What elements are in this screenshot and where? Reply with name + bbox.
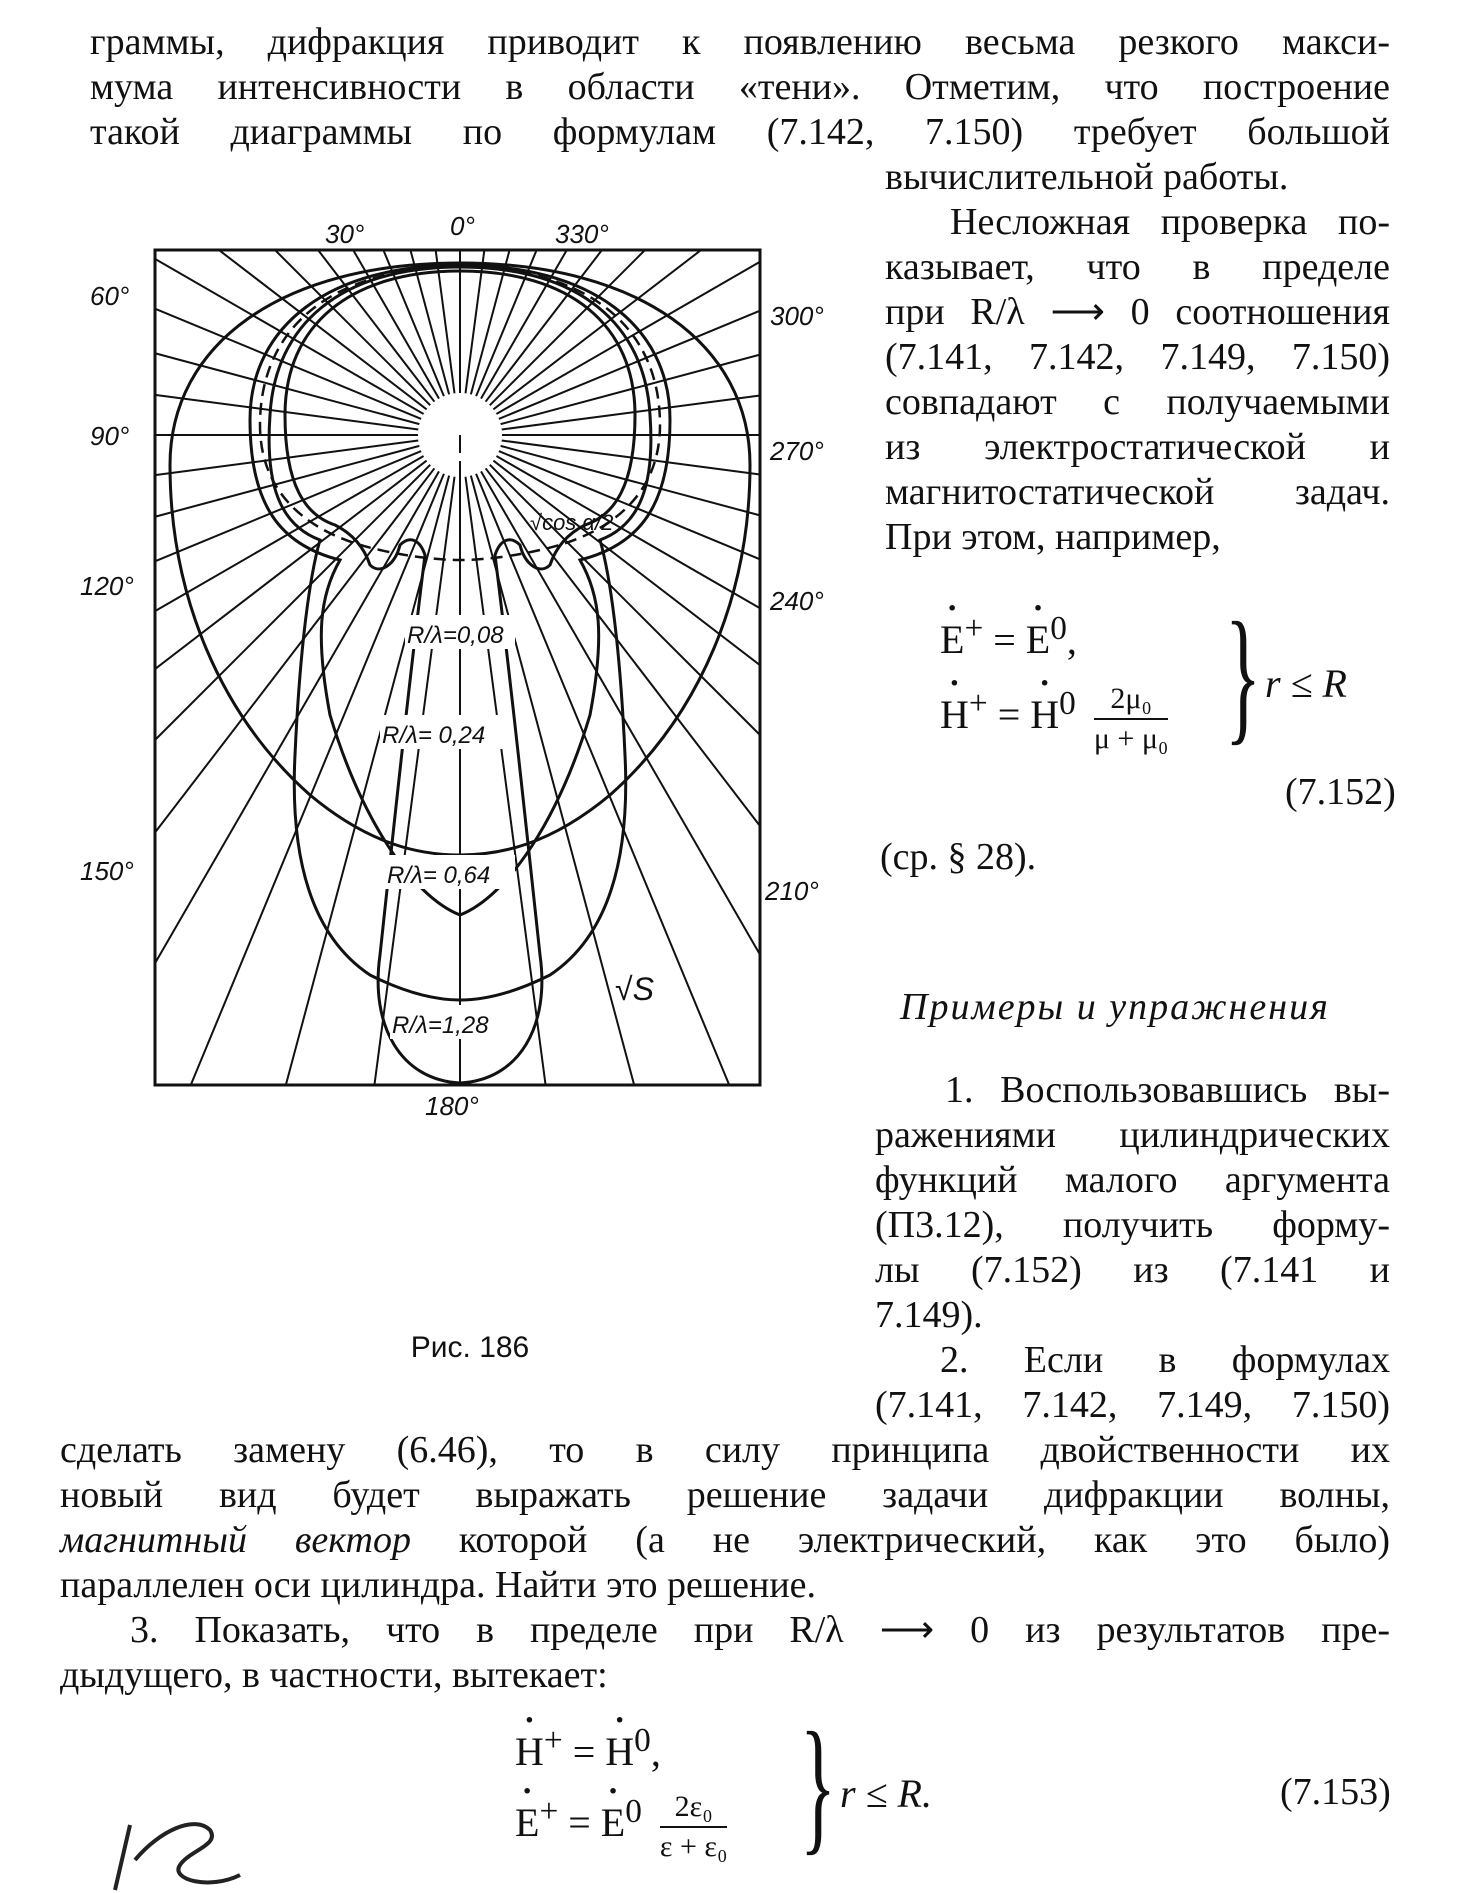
angle-label: 120° xyxy=(80,571,134,601)
equation-line: · E+ = · $E^0$ $\frac{\text{2ε₀}}{\text{ε + ε₀}}$ xyxy=(515,1788,727,1866)
sqrt-s-label: √S xyxy=(615,971,654,1007)
text-line: 7.149). xyxy=(875,1294,983,1336)
text-line: магнитный вектор которой (а не электрический, как это было) xyxy=(60,1519,1390,1561)
text-line: такой диаграммы по формулам (7.142, 7.150) требует большой xyxy=(90,111,1390,153)
angle-label: 0° xyxy=(450,211,475,241)
angle-label: 150° xyxy=(80,856,134,886)
text-line: параллелен оси цилиндра. Найти это решение. xyxy=(60,1564,817,1606)
text-line: мума интенсивности в области «тени». Отметим, что построение xyxy=(90,66,1390,108)
condition: r ≤ R. xyxy=(840,1771,932,1816)
text-line: новый вид будет выражать решение задачи дифракции волны, xyxy=(60,1474,1390,1516)
right-brace: } xyxy=(1225,592,1261,758)
text-line: (7.141, 7.142, 7.149, 7.150) xyxy=(875,1384,1390,1426)
angle-label: 270° xyxy=(770,436,824,466)
radial-line xyxy=(486,468,760,826)
text-line: 2. Если в формулах xyxy=(940,1339,1390,1381)
text-line: (7.141, 7.142, 7.149, 7.150) xyxy=(885,336,1390,378)
text-line: казывает, что в пределе xyxy=(885,246,1390,288)
frame xyxy=(155,250,760,1085)
text-line: совпадают с получаемыми xyxy=(885,381,1390,423)
angle-label: 180° xyxy=(425,1091,479,1121)
equation-number: (7.153) xyxy=(1280,1771,1391,1813)
text-line: дыдущего, в частности, вытекает: xyxy=(60,1654,608,1696)
angle-label: 330° xyxy=(555,219,609,249)
cf-reference: (ср. § 28). xyxy=(880,836,1037,878)
radial-line xyxy=(191,474,444,1085)
text-line: сделать замену (6.46), то в силу принципа двойственности их xyxy=(60,1429,1390,1471)
section-title: Примеры и упражнения xyxy=(900,986,1330,1028)
text-line: Несложная проверка по- xyxy=(950,201,1390,243)
radial-line xyxy=(496,262,760,414)
text-line: ражениями цилиндрических xyxy=(875,1114,1390,1156)
text-line: при R/λ ⟶ 0 соотношения xyxy=(885,291,1390,333)
text-line: При этом, например, xyxy=(885,516,1221,558)
equation-number: (7.152) xyxy=(1285,771,1396,813)
angle-label: 300° xyxy=(770,301,824,331)
text-line: 3. Показать, что в пределе при R/λ ⟶ 0 из результатов пре- xyxy=(130,1609,1390,1651)
right-brace: } xyxy=(800,1702,836,1868)
equation-line: · E+ = · $E^0$, xyxy=(940,610,1077,663)
curve-label: R/λ= 0,24 xyxy=(382,722,486,749)
text-line: вычислительной работы. xyxy=(885,156,1289,198)
angle-label: 30° xyxy=(325,219,365,249)
angle-label: 210° xyxy=(765,876,819,906)
curve-label: R/λ=0,08 xyxy=(407,622,504,649)
text-line: (П3.12), получить форму- xyxy=(875,1204,1390,1246)
text-line: граммы, дифракция приводит к появлению весьма резкого макси- xyxy=(90,21,1390,63)
angle-label: 60° xyxy=(90,281,130,311)
text-line: магнитостатической задач. xyxy=(885,471,1390,513)
radial-lines xyxy=(155,250,760,1085)
curve-label: R/λ=1,28 xyxy=(392,1012,489,1039)
text-line: функций малого аргумента xyxy=(875,1159,1390,1201)
cos-label: √cos α/2 xyxy=(530,510,614,535)
handwritten-mark xyxy=(100,1770,260,1893)
equation-line: · H+ = · $H^0$ $\frac{\text{2μ₀}}{\text{μ + μ₀}}$ xyxy=(940,680,1168,758)
diffraction-diagram xyxy=(80,195,850,1364)
text-line: 1. Воспользовавшись вы- xyxy=(945,1069,1390,1111)
equation-line: · H+ = · $H^0$, xyxy=(515,1722,661,1775)
curve-label: R/λ= 0,64 xyxy=(387,862,491,889)
radial-line xyxy=(476,474,729,1085)
angle-label: 240° xyxy=(770,586,824,616)
text-line: лы (7.152) из (7.141 и xyxy=(875,1249,1390,1291)
figure-caption: Рис. 186 xyxy=(410,1331,530,1364)
angle-label: 90° xyxy=(90,421,130,451)
condition: r ≤ R xyxy=(1265,661,1347,706)
text-line: из электростатической и xyxy=(885,426,1390,468)
